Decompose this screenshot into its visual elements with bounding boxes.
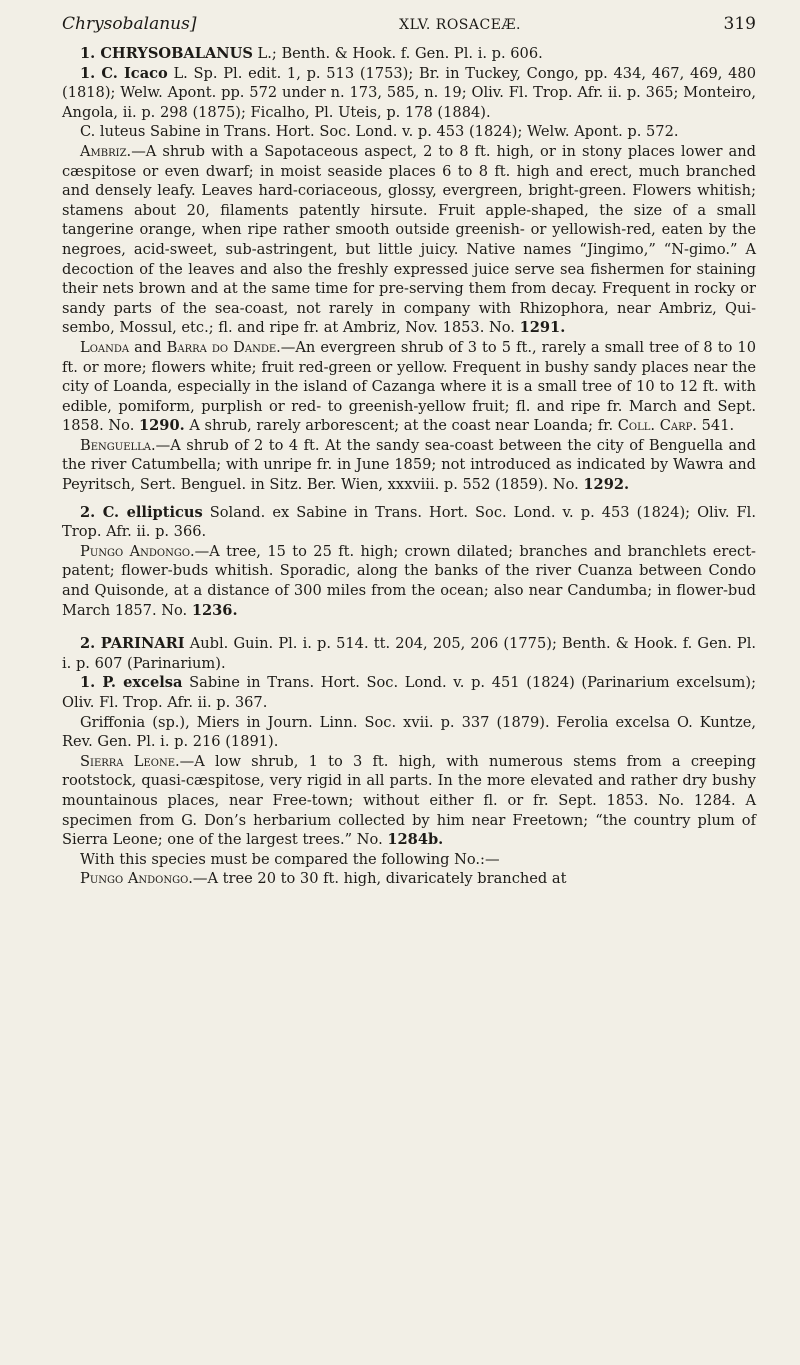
text-run: Parinarium excelsum	[587, 674, 746, 692]
text-run: 1291.	[519, 319, 566, 337]
text-run: Pungo Andongo.	[80, 870, 193, 888]
running-header	[62, 14, 756, 34]
text-run: Rhizophora	[519, 299, 605, 317]
text-run: Coll. Carp.	[617, 417, 697, 435]
text-run: Barra do Dande.	[166, 338, 281, 356]
text-run: 541.	[696, 417, 735, 435]
text-run: Ambriz.	[80, 142, 132, 160]
paragraph	[62, 869, 756, 889]
text-run: 1292.	[583, 476, 630, 494]
text-run: Loanda	[80, 338, 130, 356]
text-run: L.; Benth. & Hook. f. Gen. Pl. i. p. 606.	[252, 45, 543, 62]
text-run: O. Kuntze, Rev. Gen. Pl. i. p. 216 (1891).	[62, 713, 757, 751]
text-run: Ferolia excelsa	[556, 713, 670, 731]
text-run: and	[129, 338, 167, 356]
text-run: —A shrub with a Sapotaceous aspect, 2 to 8 ft. high, or in stony places lower and cæspitose or even dwarf; in moist seaside places 6 to 8 ft. high and erect, much branched and densely leafy. Leaves hard-coriaceous, glossy, evergreen, bright-green. Flowers whitish; stamens about 20, filaments patently hirsute. Fruit apple-shaped, the size of a small tangerine orange, when ripe rather smooth outside greenish- or yellowish-red, eaten by the negroes, acid-sweet, sub-astringent, but little juicy. Native names “Jingimo,” “N-gimo.” A decoction of the leaves and also the freshly expressed juice serve sea fishermen for staining their nets brown and at the same time for pre-serving them from decay. Frequent in rocky or sandy parts of the sea-coast, not rarely in company with	[62, 142, 756, 317]
text-run: Griffonia	[80, 713, 146, 731]
running-head-genus: Chrysobalanus]	[62, 14, 197, 34]
text-run: —An evergreen shrub of 3 to 5 ft., rarely a small tree of 8 to 10 ft. or more; flowers white; fruit red-green or yellow. Frequent in bushy sandy places near the city of Loanda, especially in the island of Cazanga where it is a small tree of 10 to 12 ft. with edible, pomiform, purplish or red- to greenish-yellow fruit; fl. and ripe fr. March and Sept. 1858. No.	[62, 338, 756, 435]
text-run: (sp.), Miers in Journ. Linn. Soc. xvii. p. 337 (1879).	[145, 713, 557, 731]
text-run: L. Sp. Pl. edit. 1, p. 513 (1753); Br. in Tuckey, Congo, pp. 434, 467, 469, 480 (1818); Welw. Apont. pp. 572 under n. 173, 585, n. 19; Oliv. Fl. Trop. Afr. ii. p. 365; Monteiro, Angola, ii. p. 298 (1875); Ficalho, Pl. Uteis, p. 178 (1884).	[62, 64, 756, 121]
paragraph	[62, 503, 756, 542]
text-run: ); Oliv. Fl. Trop. Afr. ii. p. 367.	[62, 674, 756, 711]
text-run: 2. C. ellipticus	[80, 503, 203, 521]
paragraph	[62, 64, 756, 123]
text-run: 1. CHRYSOBALANUS	[80, 45, 253, 62]
text-run: 1290.	[139, 417, 185, 435]
text-run: ).	[215, 654, 226, 672]
text-run: , near Ambriz, Qui-sembo, Mossul, etc.; fl. and ripe fr. at Ambriz, Nov. 1853. No.	[62, 299, 757, 337]
paragraph	[62, 752, 756, 850]
paragraph	[62, 338, 756, 436]
text-run: —A low shrub, 1 to 3 ft. high, with numerous stems from a creeping rootstock, quasi-cæspitose, very rigid in all parts. In the more elevated and rather dry bushy mountainous places, near Free-town; without either fl. or fr. Sept. 1853. No. 1284. A specimen from G. Don’s herbarium collected by him near Freetown; “the country plum of Sierra Leone; one of the largest trees.” No.	[62, 752, 756, 849]
text-run: 1. C. Icaco	[80, 64, 168, 82]
paragraph	[62, 634, 756, 673]
paragraph	[62, 44, 756, 64]
text-run: Sabine in Trans. Hort. Soc. Lond. v. p. 451 (1824) (	[182, 674, 588, 692]
paragraph	[62, 542, 756, 620]
text-run: —A tree, 15 to 25 ft. high; crown dilated; branches and branchlets erect-patent; flower-buds whitish. Sporadic, along the banks of the river Cuanza between Condo and Quisonde, at a distance of 300 miles from the ocean; also near Candumba; in flower-bud March 1857. No.	[62, 542, 756, 619]
text-run: 1284b.	[387, 831, 444, 849]
text-run: With this species must be compared the following No.:—	[80, 850, 500, 868]
text-run: —A shrub of 2 to 4 ft. At the sandy sea-coast between the city of Benguella and the river Catumbella; with unripe fr. in June 1859; not introduced as indicated by Wawra and Peyritsch, Sert. Benguel. in Sitz. Ber. Wien, xxxviii. p. 552 (1859). No.	[62, 436, 756, 494]
text-run: 1. P. excelsa	[80, 674, 183, 692]
text-run: 2. PARINARI	[80, 635, 185, 653]
text-run: Pungo Andongo.	[80, 542, 195, 560]
text-run: Benguella.	[80, 436, 156, 454]
paragraph	[62, 850, 756, 870]
text-run: Soland. ex Sabine in Trans. Hort. Soc. Lond. v. p. 453 (1824); Oliv. Fl. Trop. Afr. ii. p. 366.	[62, 503, 756, 541]
document-body	[62, 44, 756, 889]
text-run: A shrub, rarely arborescent; at the coast near Loanda; fr.	[184, 417, 618, 435]
text-run: C. luteus	[80, 123, 146, 141]
paragraph	[62, 122, 756, 142]
text-run: 1236.	[191, 601, 238, 619]
paragraph	[62, 673, 756, 712]
paragraph	[62, 713, 756, 752]
text-run: Aubl. Guin. Pl. i. p. 514. tt. 204, 205, 206 (1775); Benth. & Hook. f. Gen. Pl. i. p. 607 (	[62, 635, 756, 672]
page-number: 319	[723, 14, 756, 34]
running-head-family: XLV. ROSACEÆ.	[399, 17, 521, 33]
text-run: Parinarium	[132, 654, 216, 672]
text-run: Sabine in Trans. Hort. Soc. Lond. v. p. 453 (1824); Welw. Apont. p. 572.	[145, 123, 679, 141]
text-run: —A tree 20 to 30 ft. high, divaricately branched at	[192, 870, 567, 888]
text-run: Sierra Leone.	[80, 752, 180, 770]
paragraph	[62, 436, 756, 495]
paragraph	[62, 142, 756, 338]
